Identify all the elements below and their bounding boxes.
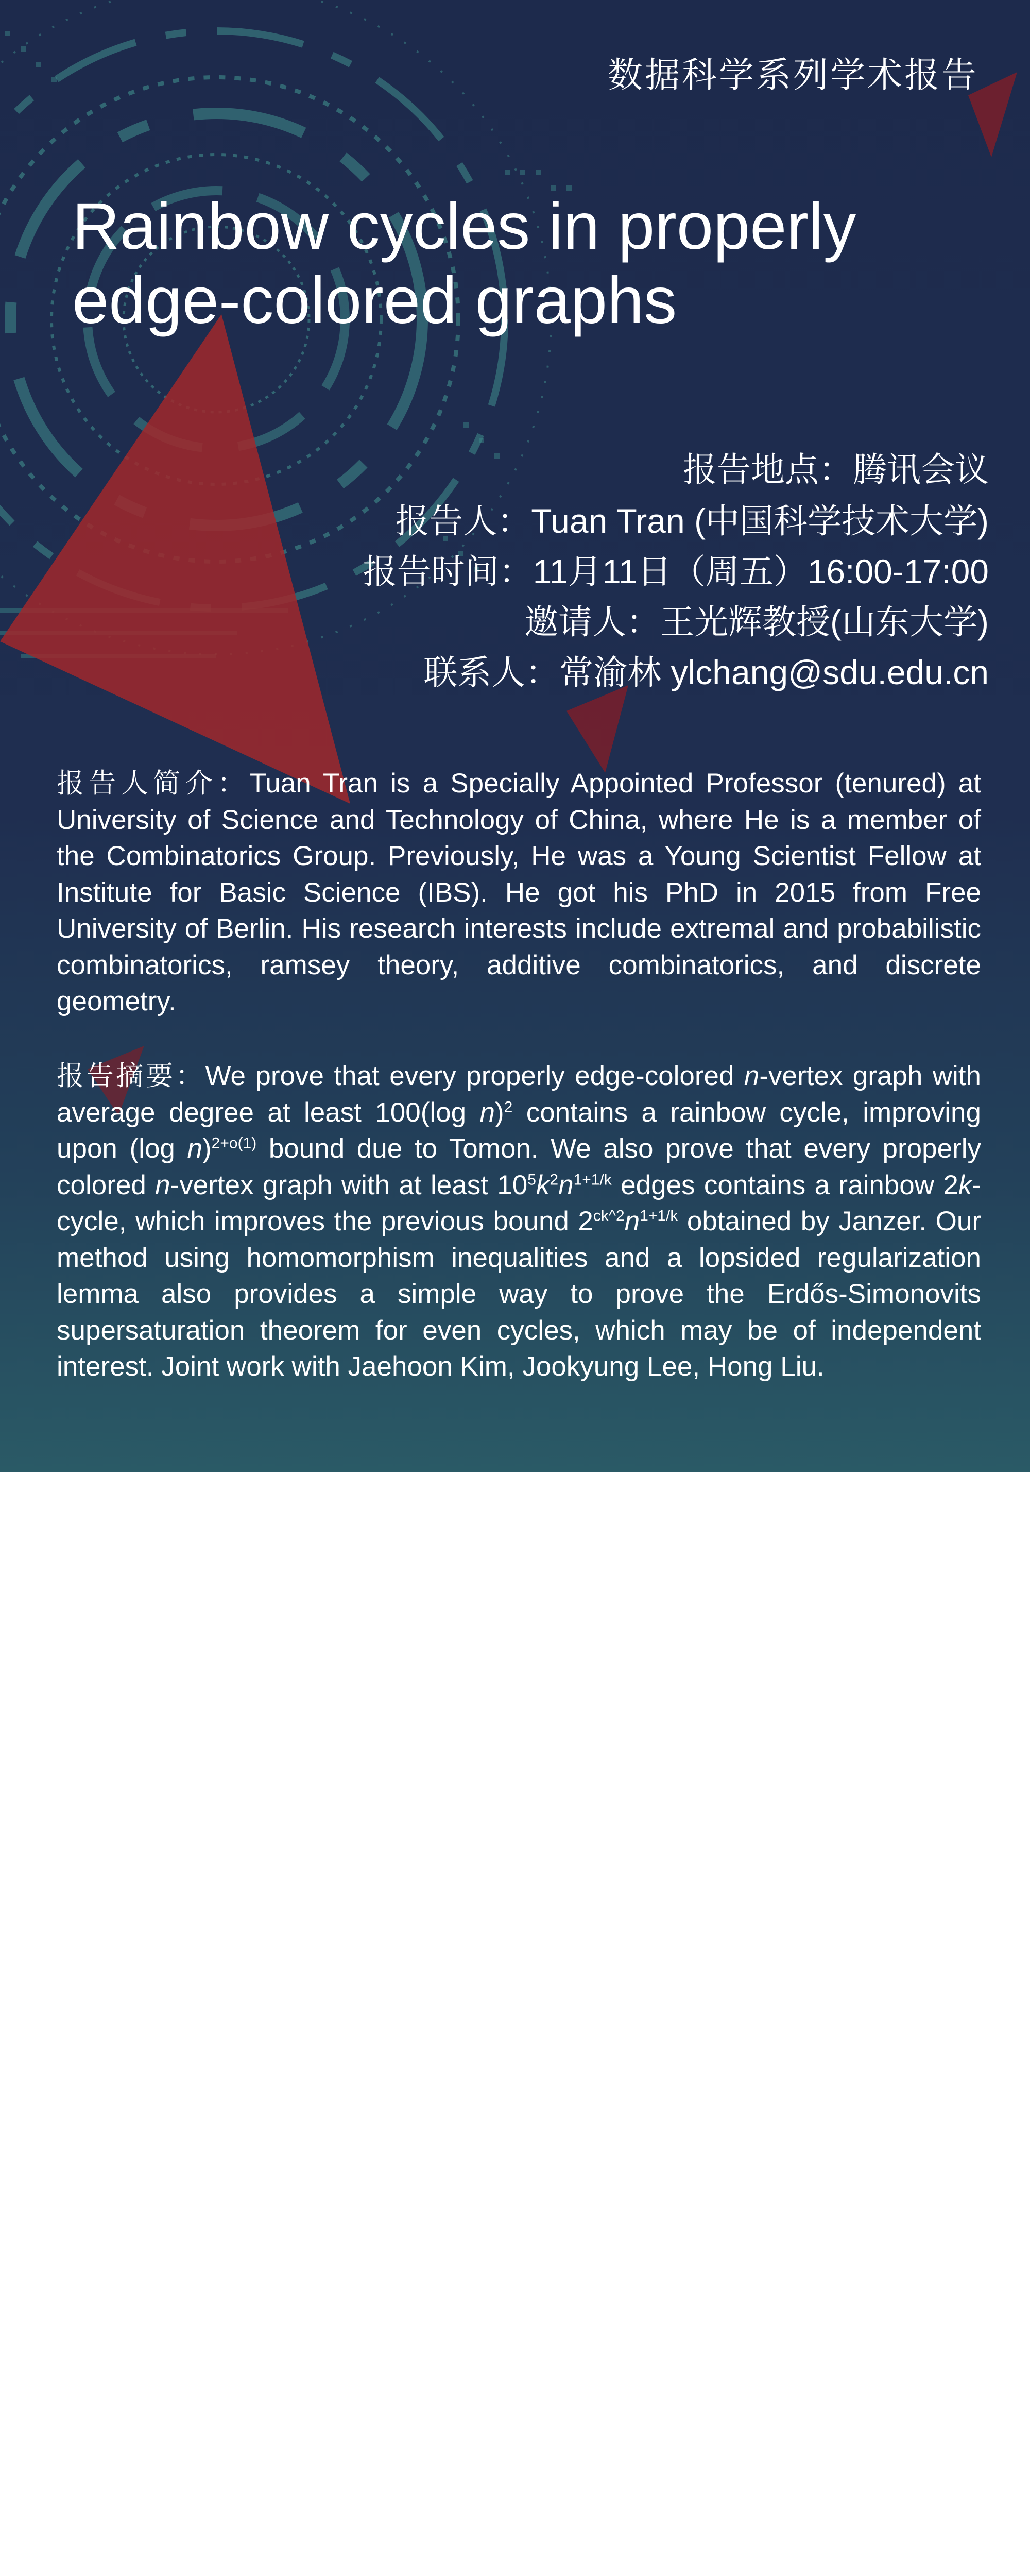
talk-title xyxy=(72,190,978,338)
series-title: 数据科学系列学术报告 xyxy=(607,56,978,95)
inviter-info: 邀请人：王光辉教授(山东大学) xyxy=(524,603,989,641)
speaker-info: 报告人：Tuan Tran (中国科学技术大学) xyxy=(395,502,989,540)
large-red-triangle xyxy=(0,314,350,804)
abstract-text: We prove that every properly edge-colored n-vertex graph with average degree at least 100(log n)$^2$ contains a rainbow cycle, improving upon (log n)$^{2+o(1)}$ bound due to Tomon. We also prove that every properly colored n-vertex graph with at least $10^5k^2n^{1+1/k}$ edges contains a rainbow 2k-cycle, which improves the previous bound $2^{ck\^{}2}n^{1+1/k}$ obtained by Janzer. Our method using homomorphism inequalities and a lopsided regularization lemma also provides a simple way to prove the Erdős-Simonovits supersaturation theorem for even cycles, which may be of independent interest. Joint work with Jaehoon Kim, Jookyung Lee, Hong Liu. xyxy=(57,1061,982,1382)
bio-text: Tuan Tran is a Specially Appointed Professor (tenured) at University of Science and Technology of China, where He is a member of the Combinatorics Group. Previously, He was a Young Scientist Fellow at Institute for Basic Science (IBS). He got his PhD in 2015 from Free University of Berlin. His research interests include extremal and probabilistic combinatorics, ramsey theory, additive combinatorics, and discrete geometry. xyxy=(57,768,982,1016)
talk-title-line-2: edge-colored graphs xyxy=(72,264,677,337)
time-info: 报告时间：11月11日（周五）16:00-17:00 xyxy=(363,552,989,590)
venue-info: 报告地点：腾讯会议 xyxy=(683,450,989,488)
footer xyxy=(0,1472,1030,1648)
speaker-bio xyxy=(57,766,981,1020)
contact-info: 联系人：常渝林 ylchang@sdu.edu.cn xyxy=(423,653,989,691)
small-red-triangle-mid xyxy=(566,685,628,773)
talk-abstract xyxy=(57,1058,981,1385)
bio-label: 报告人简介： xyxy=(57,768,250,799)
talk-title-line-1: Rainbow cycles in properly xyxy=(72,190,856,263)
abstract-label: 报告摘要： xyxy=(57,1061,205,1091)
